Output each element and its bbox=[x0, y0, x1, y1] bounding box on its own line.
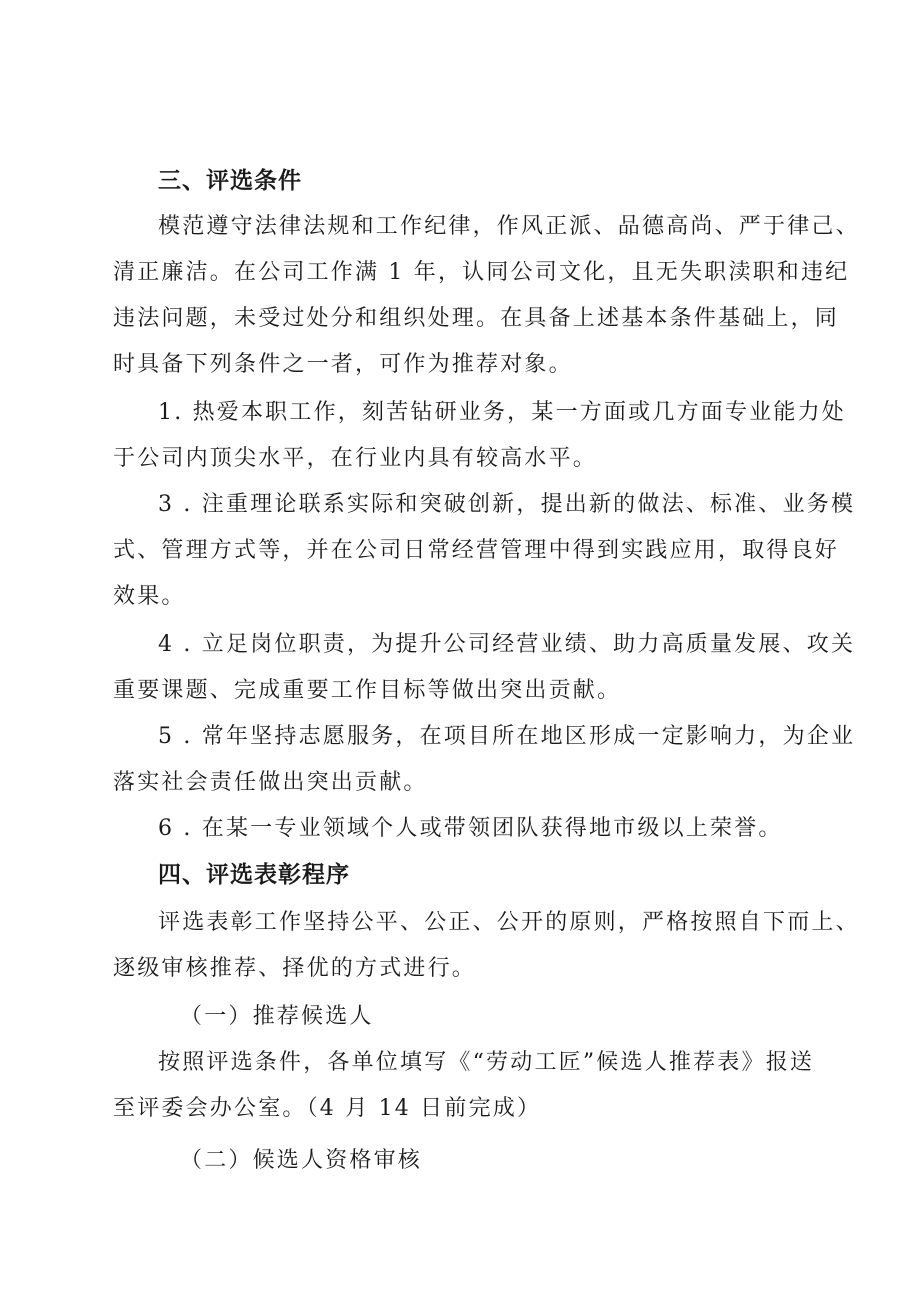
subsection-1-line-2: 至评委会办公室。（4 月 14 日前完成） bbox=[113, 1096, 542, 1121]
subsection-1-title: （一）推荐候选人 bbox=[180, 1004, 374, 1029]
section-4-heading: 四、评选表彰程序 bbox=[158, 862, 350, 888]
condition-1-line-2: 于公司内顶尖水平，在行业内具有较高水平。 bbox=[113, 446, 598, 471]
condition-3-line-1: 3 . 注重理论联系实际和突破创新，提出新的做法、标准、业务模 bbox=[158, 492, 856, 517]
condition-5-line-1: 5 . 常年坚持志愿服务，在项目所在地区形成一定影响力，为企业 bbox=[158, 724, 856, 749]
section-3-intro-line-3: 违法问题，未受过处分和组织处理。在具备上述基本条件基础上，同 bbox=[113, 306, 840, 331]
section-4-intro-line-1: 评选表彰工作坚持公平、公正、公开的原则，严格按照自下而上、 bbox=[158, 910, 860, 935]
condition-5-line-2: 落实社会责任做出突出贡献。 bbox=[113, 770, 428, 795]
section-3-intro-line-2: 清正廉洁。在公司工作满 1 年，认同公司文化，且无失职渎职和违纪 bbox=[113, 260, 850, 285]
condition-4-line-1: 4 . 立足岗位职责，为提升公司经营业绩、助力高质量发展、攻关 bbox=[158, 632, 856, 657]
section-3-intro-line-1: 模范遵守法律法规和工作纪律，作风正派、品德高尚、严于律己、 bbox=[158, 214, 860, 239]
subsection-1-line-1: 按照评选条件，各单位填写《“劳动工匠”候选人推荐表》报送 bbox=[158, 1050, 815, 1075]
subsection-2-title: （二）候选人资格审核 bbox=[180, 1148, 423, 1173]
condition-3-line-3: 效果。 bbox=[113, 584, 186, 609]
section-4-intro-line-2: 逐级审核推荐、择优的方式进行。 bbox=[113, 956, 477, 981]
condition-4-line-2: 重要课题、完成重要工作目标等做出突出贡献。 bbox=[113, 678, 622, 703]
section-3-heading: 三、评选条件 bbox=[158, 168, 302, 194]
condition-1-line-1: 1. 热爱本职工作，刻苦钻研业务，某一方面或几方面专业能力处 bbox=[158, 400, 846, 425]
section-3-intro-line-4: 时具备下列条件之一者，可作为推荐对象。 bbox=[113, 352, 573, 377]
condition-6-line-1: 6 . 在某一专业领域个人或带领团队获得地市级以上荣誉。 bbox=[158, 816, 783, 841]
condition-3-line-2: 式、管理方式等，并在公司日常经营管理中得到实践应用，取得良好 bbox=[113, 538, 840, 563]
